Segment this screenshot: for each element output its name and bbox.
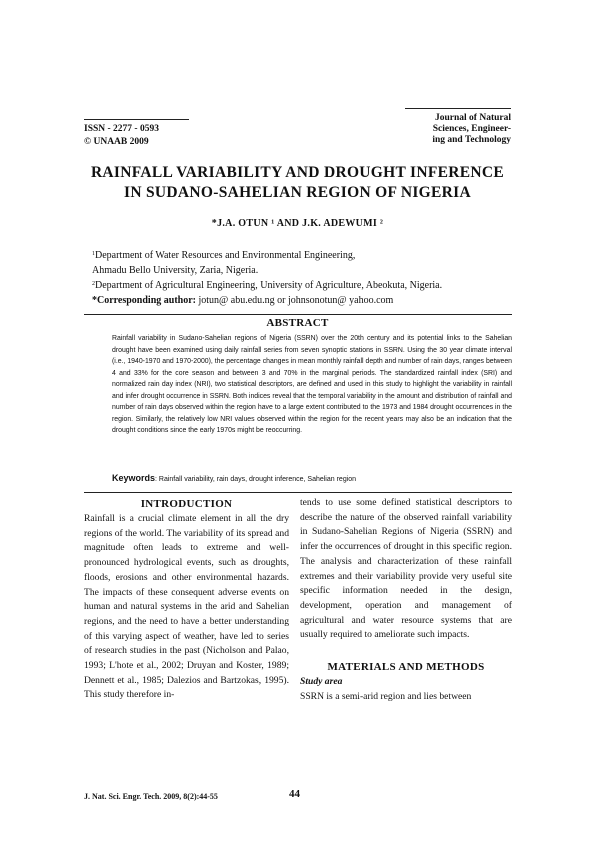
keywords-line: [112, 473, 512, 483]
right-column: [300, 496, 512, 704]
materials-heading: MATERIALS AND METHODS: [327, 661, 485, 674]
introduction-text-left: Rainfall is a crucial climate element in all the dry regions of the world. The variability of its spread and magnitude often leads to extreme and well-pronounced hydrological events, such as droughts, floods, erosions and other environmental hazards. The impacts of these consequent adverse events on human and natural systems in the arid and Sahelian regions, and the need to have a better understanding of this varying aspect of weather, have led to series of research studies in the past (Nicholson and Palao, 1993; L'hote et al., 2002; Druyan and Koster, 1989; Dennett et al., 1985; Dalezios and Bartzokas, 1995). This study therefore in-: [84, 513, 289, 701]
journal-name-block: [401, 113, 511, 146]
footer-citation: J. Nat. Sci. Engr. Tech. 2009, 8(2):44-55: [84, 792, 218, 801]
left-column: [84, 496, 289, 703]
corresponding-emails: jotun@ abu.edu.ng or johnsonotun@ yahoo.com: [198, 295, 394, 306]
corresponding-label: *Corresponding author:: [92, 295, 196, 306]
materials-text: SSRN is a semi-arid region and lies between: [300, 690, 472, 702]
journal-name-line: Sciences, Engineer-: [432, 124, 511, 134]
introduction-text-right: tends to use some defined statistical descriptors to describe the nature of the observed rainfall variability in Sudano-Sahelian Regions of Nigeria (SSRN) and infer the occurrences of drought in this specific region. The analysis and characterization of these rainfall extremes and their variability provide very useful site specific information needed in the design, development, operation and management of agricultural and water resource systems that are usually required to ameliorate such impacts.: [300, 497, 512, 641]
corresponding-author: [92, 293, 512, 308]
issn-text: ISSN - 2277 - 0593: [84, 124, 159, 134]
abstract-heading: ABSTRACT: [266, 317, 329, 329]
affiliation-mark: 1: [92, 251, 95, 257]
affiliation-1-cont: Ahmadu Bello University, Zaria, Nigeria.: [92, 265, 259, 276]
affiliation-text: Department of Agricultural Engineering, University of Agriculture, Abeokuta, Nigeria.: [95, 280, 443, 291]
journal-name-line: ing and Technology: [432, 135, 511, 145]
header-rule-left: [84, 119, 189, 120]
affiliation-1: [92, 248, 512, 263]
abstract-body: Rainfall variability in Sudano-Sahelian regions of Nigeria (SSRN) over the 20th century and its potential links to the Sahelian drought have been examined using daily rainfall series from seven synoptic stations in SSRN. Using the 30 year climate interval (i.e., 1940-1970 and 1970-2000), the percentage changes in mean monthly rainfall depth and number of rain days, ranges between 4 and 33% for the core season and between 3 and 70% in the marginal periods. The standardized rainfall index (SRI) and normalized rain day index (NRI), two statistical descriptors, are defined and used in this study to highlight the variability in rainfall and infer drought occurrence in SSRN. Both indices reveal that the temporal variability in the amount and distribution of rainfall and number of rain days observed within the region have to a large extent contributed to the 1973 and 1984 drought occurrences in the region. Similarly, the relatively low NRI values observed within the region for the recent years may also be an indication that the drought conditions since the early 1970s might be reoccurring.: [112, 335, 512, 434]
keywords-text: : Rainfall variability, rain days, drought inference, Sahelian region: [155, 476, 357, 483]
paper-title: [84, 163, 511, 203]
journal-name-line: Journal of Natural: [435, 113, 511, 123]
affiliation-mark: 2: [92, 281, 95, 287]
affiliation-2: [92, 278, 512, 293]
abstract-rule: [84, 314, 512, 315]
study-area-subheading: Study area: [300, 676, 343, 688]
body-rule: [84, 492, 512, 493]
affiliations: [92, 248, 512, 308]
affiliation-text: Department of Water Resources and Environmental Engineering,: [95, 250, 356, 261]
paper-title-line: RAINFALL VARIABILITY AND DROUGHT INFERENCE: [90, 164, 505, 181]
issn-block: [84, 123, 159, 149]
copyright-text: © UNAAB 2009: [84, 137, 149, 147]
introduction-heading: INTRODUCTION: [140, 498, 233, 510]
header-rule-right: [405, 108, 511, 109]
paper-title-line: IN SUDANO-SAHELIAN REGION OF NIGERIA: [124, 184, 471, 201]
page-number: 44: [289, 788, 300, 800]
keywords-label: Keywords: [112, 473, 156, 483]
authors-line: *J.A. OTUN ¹ AND J.K. ADEWUMI ²: [211, 218, 384, 229]
